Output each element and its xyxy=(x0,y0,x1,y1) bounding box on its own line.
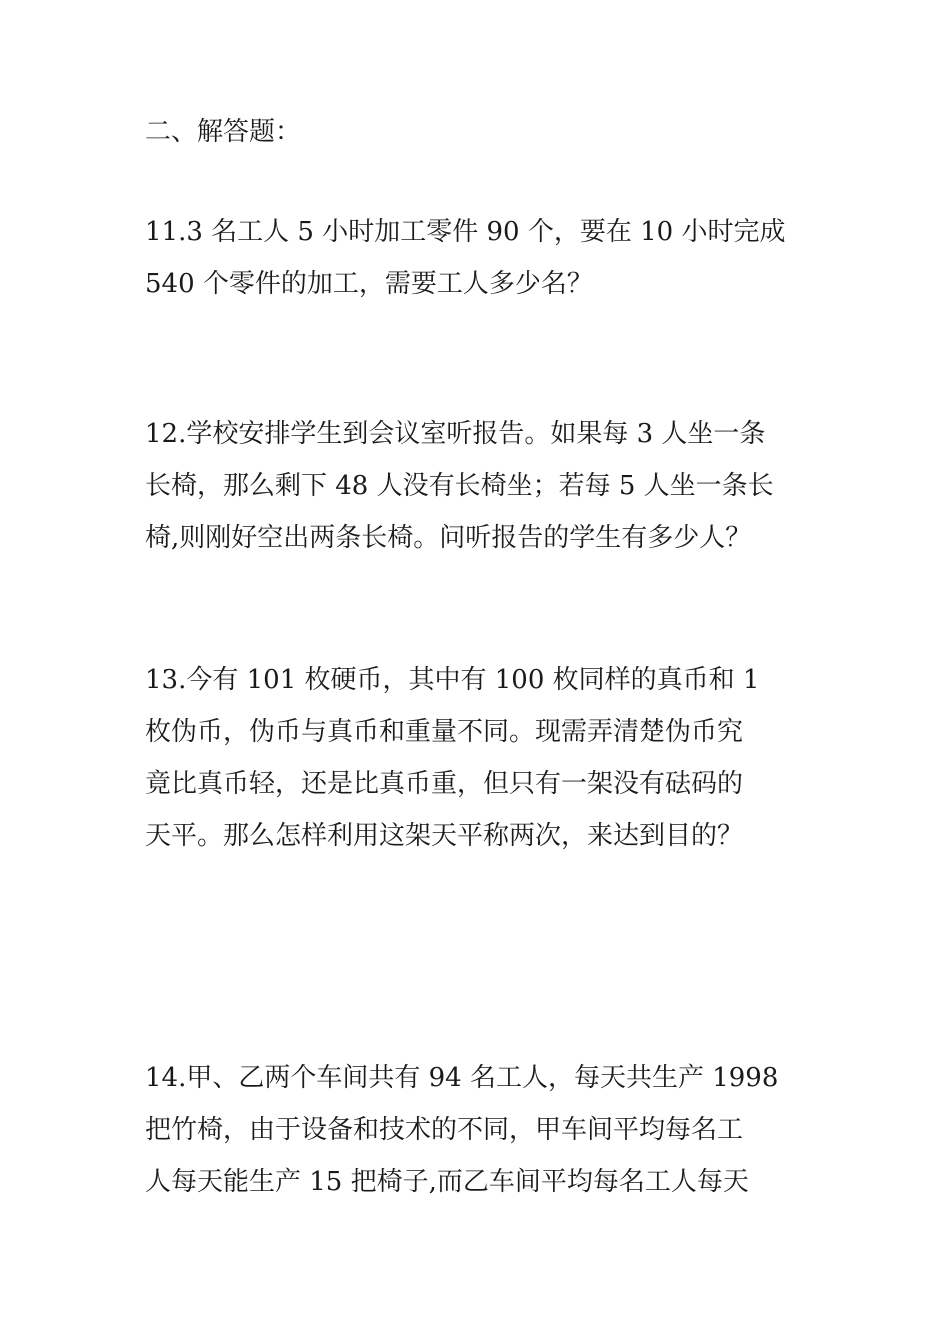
question-12-line-2: 长椅，那么剩下 48 人没有长椅坐；若每 5 人坐一条长 xyxy=(145,471,774,501)
question-11-line-2: 540 个零件的加工，需要工人多少名？ xyxy=(145,269,593,299)
question-11 xyxy=(145,206,810,310)
question-14-line-1: 14.甲、乙两个车间共有 94 名工人，每天共生产 1998 xyxy=(145,1063,779,1093)
section-title-text: 二、解答题： xyxy=(145,117,302,147)
question-14-line-3: 人每天能生产 15 把椅子,而乙车间平均每名工人每天 xyxy=(145,1167,749,1197)
question-13-line-2: 枚伪币，伪币与真币和重量不同。现需弄清楚伪币究 xyxy=(145,717,744,747)
question-13-line-3: 竟比真币轻，还是比真币重，但只有一架没有砝码的 xyxy=(145,769,744,799)
question-14 xyxy=(145,1052,810,1208)
question-13-line-4: 天平。那么怎样利用这架天平称两次，来达到目的？ xyxy=(145,821,744,851)
question-12-line-1: 12.学校安排学生到会议室听报告。如果每 3 人坐一条 xyxy=(145,419,766,449)
question-14-line-2: 把竹椅，由于设备和技术的不同，甲车间平均每名工 xyxy=(145,1115,744,1145)
question-13-line-1: 13.今有 101 枚硬币，其中有 100 枚同样的真币和 1 xyxy=(145,665,760,695)
question-12 xyxy=(145,408,810,564)
question-11-line-1: 11.3 名工人 5 小时加工零件 90 个，要在 10 小时完成 xyxy=(145,217,786,247)
question-12-line-3: 椅,则刚好空出两条长椅。问听报告的学生有多少人？ xyxy=(145,523,752,553)
question-13 xyxy=(145,654,810,862)
section-title xyxy=(145,106,810,158)
